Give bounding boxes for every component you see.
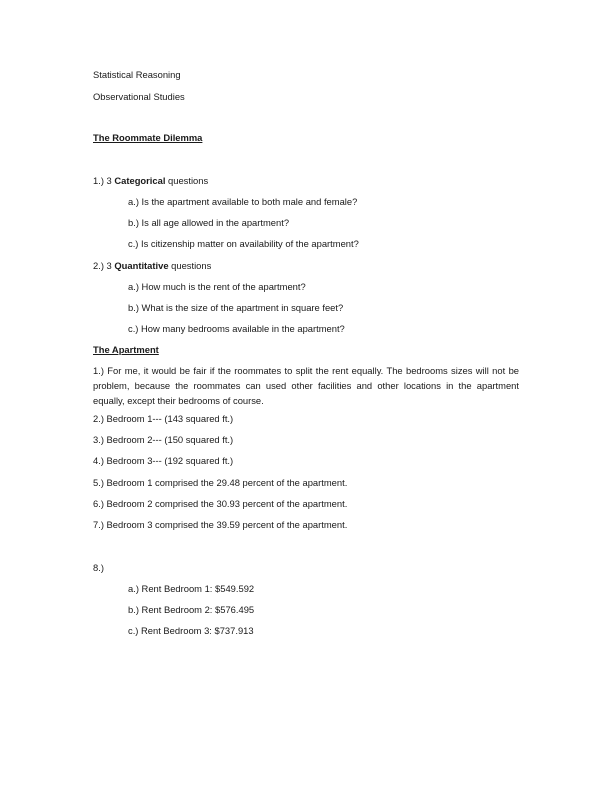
topic-name: Observational Studies xyxy=(93,91,185,102)
document-title: The Roommate Dilemma xyxy=(93,132,203,143)
rent-bedroom-3: c.) Rent Bedroom 3: $737.913 xyxy=(128,625,254,636)
course-name: Statistical Reasoning xyxy=(93,69,181,80)
question-2-item-b: b.) What is the size of the apartment in square feet? xyxy=(128,302,344,313)
apartment-heading: The Apartment xyxy=(93,344,159,355)
rent-bedroom-2: b.) Rent Bedroom 2: $576.495 xyxy=(128,604,255,615)
apartment-line-2: 2.) Bedroom 1--- (143 squared ft.) xyxy=(93,413,234,424)
question-1-item-a: a.) Is the apartment available to both male and female? xyxy=(128,196,358,207)
question-8-label: 8.) xyxy=(93,562,104,573)
apartment-line-6: 6.) Bedroom 2 comprised the 30.93 percent of the apartment. xyxy=(93,498,348,509)
apartment-line-3: 3.) Bedroom 2--- (150 squared ft.) xyxy=(93,434,234,445)
apartment-paragraph: 1.) For me, it would be fair if the roommates to split the rent equally. The bedrooms sizes will not be problem, because the roommates can used other facilities and other locations in the apartment equally, except their bedrooms of course. xyxy=(93,365,519,407)
rent-bedroom-1: a.) Rent Bedroom 1: $549.592 xyxy=(128,583,255,594)
apartment-line-7: 7.) Bedroom 3 comprised the 39.59 percent of the apartment. xyxy=(93,519,348,530)
question-1-item-c: c.) Is citizenship matter on availability of the apartment? xyxy=(128,238,359,249)
question-2-item-a: a.) How much is the rent of the apartment? xyxy=(128,281,306,292)
question-1-heading: 1.) 3 Categorical questions xyxy=(93,175,209,186)
question-1-item-b: b.) Is all age allowed in the apartment? xyxy=(128,217,290,228)
apartment-line-4: 4.) Bedroom 3--- (192 squared ft.) xyxy=(93,455,234,466)
apartment-line-5: 5.) Bedroom 1 comprised the 29.48 percent of the apartment. xyxy=(93,477,348,488)
question-2-item-c: c.) How many bedrooms available in the apartment? xyxy=(128,323,345,334)
question-2-heading: 2.) 3 Quantitative questions xyxy=(93,260,212,271)
